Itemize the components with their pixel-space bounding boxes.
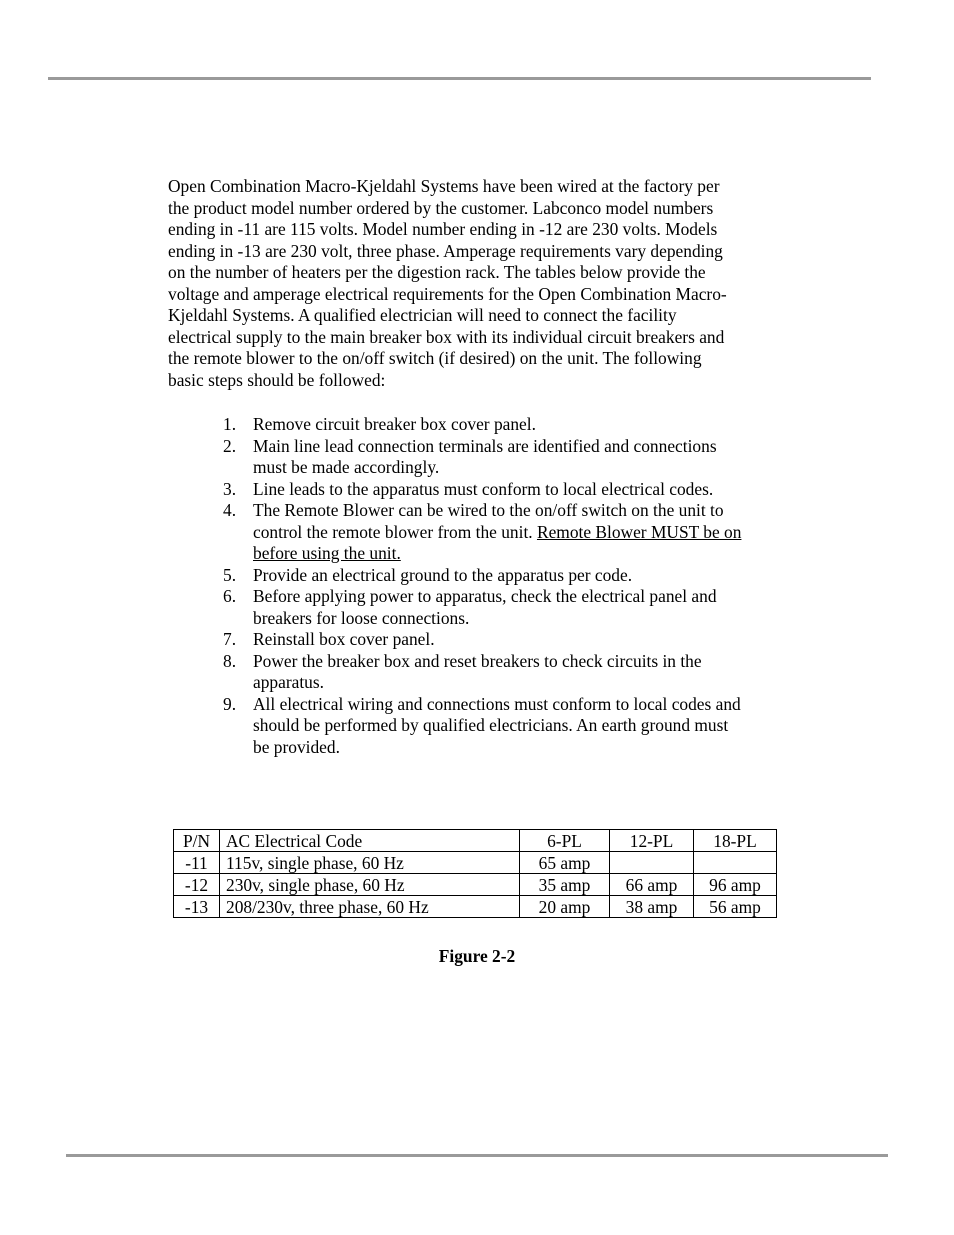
- step-number: 1.: [223, 414, 237, 434]
- electrical-requirements-table: [173, 829, 777, 918]
- table-cell: 65 amp: [520, 852, 610, 874]
- step-number: 2.: [223, 435, 237, 456]
- table-cell: [694, 852, 777, 874]
- step-text: Line leads to the apparatus must conform to local electrical codes.: [253, 478, 714, 499]
- step-number: 4.: [223, 500, 237, 520]
- step-number: 3.: [223, 478, 237, 499]
- table-cell: 230v, single phase, 60 Hz: [220, 874, 520, 896]
- list-item: [223, 565, 793, 587]
- table-cell: 208/230v, three phase, 60 Hz: [220, 896, 520, 918]
- list-item: [223, 414, 793, 436]
- step-text: All electrical wiring and connections must conform to local codes and should be performed by qualified electricians. An earth ground must be provided.: [253, 693, 741, 757]
- table-cell: -13: [174, 896, 220, 918]
- list-item: [223, 436, 793, 479]
- header-cell-12pl: 12-PL: [610, 830, 694, 852]
- list-item: [223, 586, 793, 629]
- table-cell: 66 amp: [610, 874, 694, 896]
- list-item: [223, 694, 793, 759]
- table-row: [174, 896, 777, 918]
- header-cell-pn: P/N: [174, 830, 220, 852]
- step-text: The Remote Blower can be wired to the on/off switch on the unit to control the remote blower from the unit.: [253, 500, 724, 542]
- blower-warning-text: Remote Blower MUST be on before using the unit.: [253, 521, 742, 563]
- table-row: [174, 852, 777, 874]
- table-header-row: [174, 830, 777, 852]
- table-cell: 38 amp: [610, 896, 694, 918]
- footer-divider: [66, 1154, 888, 1157]
- step-number: 5.: [223, 564, 237, 585]
- step-number: 9.: [223, 693, 237, 714]
- step-text: Before applying power to apparatus, check the electrical panel and breakers for loose connections.: [253, 586, 717, 628]
- step-number: 7.: [223, 629, 237, 649]
- table-cell: -11: [174, 852, 220, 874]
- table-cell: 96 amp: [694, 874, 777, 896]
- header-cell-18pl: 18-PL: [694, 830, 777, 852]
- table-cell: 56 amp: [694, 896, 777, 918]
- header-divider: [48, 77, 871, 80]
- table-cell: -12: [174, 874, 220, 896]
- header-cell-code: AC Electrical Code: [220, 830, 520, 852]
- figure-caption: Figure 2-2: [438, 946, 516, 966]
- list-item: [223, 651, 793, 694]
- list-item: [223, 479, 793, 501]
- list-item: [223, 500, 793, 565]
- table-cell: 20 amp: [520, 896, 610, 918]
- wiring-steps-list: [223, 414, 793, 758]
- list-item: [223, 629, 793, 651]
- step-text: Remove circuit breaker box cover panel.: [253, 414, 536, 434]
- step-text: Provide an electrical ground to the apparatus per code.: [253, 564, 633, 585]
- step-text: Main line lead connection terminals are identified and connections must be made accordingly.: [253, 435, 717, 477]
- table-row: [174, 874, 777, 896]
- step-number: 8.: [223, 650, 237, 671]
- intro-paragraph: Open Combination Macro-Kjeldahl Systems have been wired at the factory per the product model number ordered by the customer. Labconco model numbers ending in -11 are 115 volts. Model number ending in -12 are 230 volts. Models ending in -13 are 230 volt, three phase. Amperage requirements vary depending on the number of heaters per the digestion rack. The tables below provide the voltage and amperage electrical requirements for the Open Combination Macro- Kjeldahl Systems. A qualified electrician will need to connect the facility electrical supply to the main breaker box with its individual circuit breakers and the remote blower to the on/off switch (if desired) on the unit. The following basic steps should be followed:: [168, 176, 727, 390]
- table-cell: 115v, single phase, 60 Hz: [220, 852, 520, 874]
- header-cell-6pl: 6-PL: [520, 830, 610, 852]
- step-text: Power the breaker box and reset breakers to check circuits in the apparatus.: [253, 650, 702, 692]
- table-cell: [610, 852, 694, 874]
- step-number: 6.: [223, 586, 237, 606]
- step-text: Reinstall box cover panel.: [253, 629, 435, 649]
- table-cell: 35 amp: [520, 874, 610, 896]
